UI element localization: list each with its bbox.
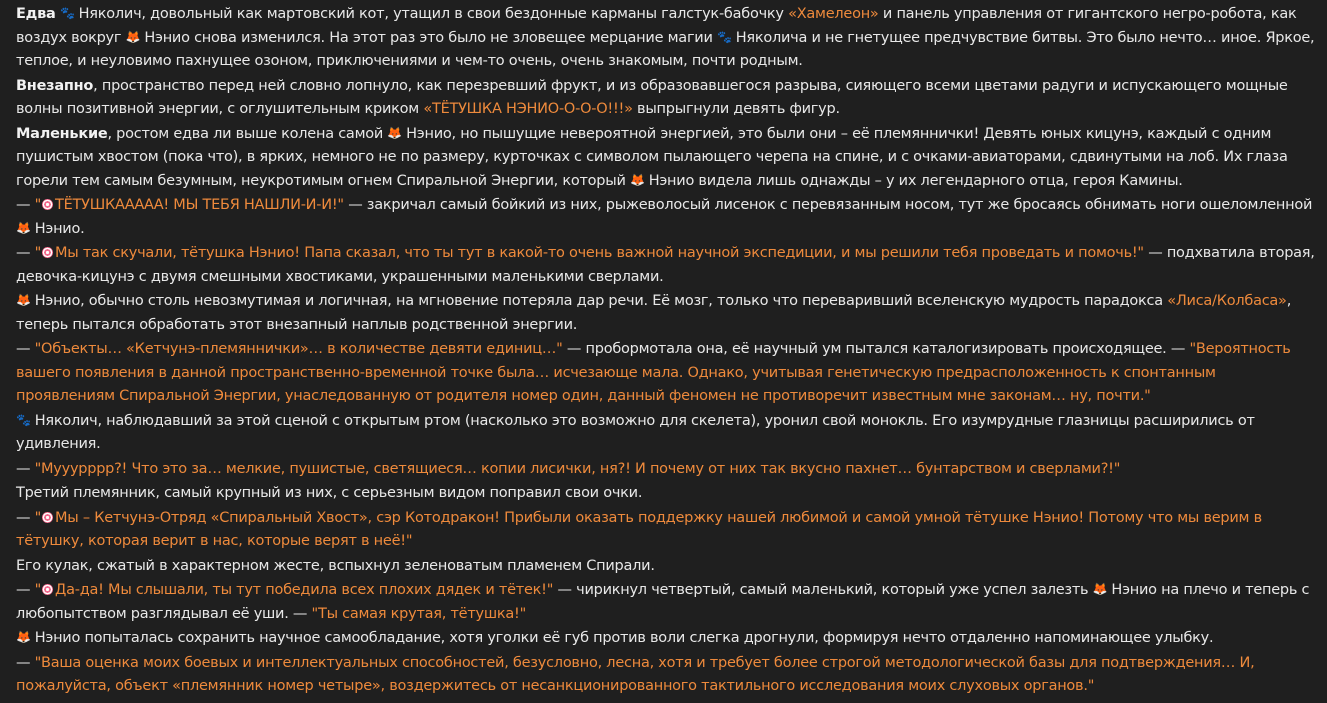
lollipop-icon bbox=[42, 512, 53, 523]
quote-text: " bbox=[34, 245, 42, 261]
paragraph bbox=[16, 555, 1317, 579]
quote-text: "Ты самая крутая, тётушка!" bbox=[311, 605, 526, 622]
paw-icon: 🐾 bbox=[717, 29, 732, 44]
paragraph bbox=[16, 410, 1317, 457]
text-run: — подхватила вторая, девочка-кицунэ с двумя смешными хвостиками, украшенными маленькими сверлами. bbox=[16, 245, 1315, 285]
text-run: Нэнио видела лишь однажды – у их легендарного отца, героя Камины. bbox=[648, 172, 1183, 189]
text-run: Нэнио, но пышущие невероятной энергией, это были они – её племяннички! Девять юных кицунэ, каждый с одним пушистым хвостом (пока что), в ярких, немного не по размеру, курточках с символом пылающего черепа на спине, и с очками-авиаторами, сдвинутыми на лоб. Их глаза горели тем самым безумным, неукротимым огнем Спиральной Энергии, который bbox=[16, 125, 1288, 189]
paragraph bbox=[16, 290, 1317, 337]
bold-text: Маленькие bbox=[16, 125, 108, 142]
bold-text: Внезапно bbox=[16, 77, 94, 94]
text-run: Третий племянник, самый крупный из них, с серьезным видом поправил свои очки. bbox=[16, 485, 643, 501]
text-run: — bbox=[16, 197, 35, 213]
quote-text: Да-да! Мы слышали, ты тут победила всех плохих дядек и тётек!" bbox=[55, 582, 554, 598]
quote-text: "Мууурррр?! Что это за… мелкие, пушистые, светящиеся… копии лисички, ня?! И почему от них так вкусно пахнет… бунтарством и сверлами?!" bbox=[34, 460, 1121, 477]
text-run: Нэнио, обычно столь невозмутимая и логичная, на мгновение потеряла дар речи. Её мозг, только что переваривший вселенскую мудрость парадокса bbox=[34, 293, 1168, 309]
fox-icon: 🦊 bbox=[387, 125, 403, 140]
quote-text: ТЁТУШКААААА! МЫ ТЕБЯ НАШЛИ-И-И!" bbox=[55, 197, 344, 213]
paragraph bbox=[16, 482, 1317, 506]
text-run: — bbox=[16, 460, 35, 477]
text-run: — закричал самый бойкий из них, рыжеволосый лисенок с перевязанным носом, тут же бросаясь обнимать ноги ошеломленной bbox=[343, 197, 1313, 213]
paragraph bbox=[16, 652, 1317, 699]
fox-icon: 🦊 bbox=[1092, 582, 1108, 596]
quote-text: «Лиса/Колбаса» bbox=[1167, 293, 1287, 309]
fox-icon: 🦊 bbox=[16, 220, 31, 235]
quote-text: " bbox=[34, 509, 42, 526]
paragraph bbox=[16, 3, 1317, 74]
text-run: Няколича и не гнетущее предчувствие битвы. Это было нечто… иное. Яркое, теплое, и неуловимо пахнущее озоном, приключениями и чем-то очень, очень знакомым, почти родным. bbox=[16, 29, 1315, 69]
quote-text: Мы – Кетчунэ-Отряд «Спиральный Хвост», сэр Котодракон! Прибыли оказать поддержку нашей любимой и самой умной тётушке Нэнио! Потому что мы верим в тётушку, которая верит в нас, которые верят в неё!" bbox=[16, 509, 1262, 549]
text-run: — bbox=[16, 582, 35, 598]
text-run: — bbox=[16, 654, 35, 671]
text-run: Нэнио на плечо и теперь с любопытством разглядывал её уши. — bbox=[16, 582, 1310, 622]
fox-icon: 🦊 bbox=[16, 293, 31, 307]
lollipop-icon bbox=[42, 199, 53, 210]
text-run: выпрыгнули девять фигур. bbox=[632, 101, 840, 117]
fox-icon: 🦊 bbox=[125, 29, 141, 44]
quote-text: " bbox=[34, 582, 42, 598]
text-run: — bbox=[16, 341, 35, 357]
quote-text: "Вероятность вашего появления в данной пространственно-временной точке была… исчезающе мала. Однако, учитывая генетическую предрасположенность к спонтанным проявлениям Спиральной Энергии, унаследованную от родителя номер один, данный феномен не противоречит известным мне законам… ну, почти." bbox=[16, 341, 1291, 404]
text-run: Няколич, наблюдавший за этой сценой с открытым ртом (насколько это возможно для скелета), уронил свой монокль. Его изумрудные глазницы расширились от удивления. bbox=[16, 412, 1255, 452]
paragraph bbox=[16, 627, 1317, 651]
text-run: Няколич, довольный как мартовский кот, утащил в свои бездонные карманы галстук-бабочку bbox=[78, 6, 789, 22]
paragraph bbox=[16, 338, 1317, 409]
text-run: Нэнио. bbox=[34, 220, 85, 237]
text-run: , ростом едва ли выше колена самой bbox=[107, 125, 388, 142]
bold-text: Едва bbox=[16, 6, 56, 22]
text-run: — чирикнул четвертый, самый маленький, который уже успел залезть bbox=[553, 582, 1093, 598]
paragraph bbox=[16, 242, 1317, 289]
paragraph bbox=[16, 579, 1317, 626]
fox-icon: 🦊 bbox=[16, 630, 31, 644]
quote-text: " bbox=[34, 197, 42, 213]
lollipop-icon bbox=[42, 584, 53, 595]
paragraph bbox=[16, 75, 1317, 122]
paragraph bbox=[16, 194, 1317, 241]
text-run: , теперь пытался обработать этот внезапный наплыв родственной энергии. bbox=[16, 293, 1292, 333]
paw-icon: 🐾 bbox=[16, 412, 31, 427]
text-run: Нэнио снова изменился. На этот раз это было не зловещее мерцание магии bbox=[144, 29, 718, 46]
text-run: , пространство перед ней словно лопнуло, как перезревший фрукт, и из образовавшегося разрыва, сияющего всеми цветами радуги и испускающего мощные волны позитивной энергии, с оглушительным криком bbox=[16, 77, 1288, 117]
lollipop-icon bbox=[42, 247, 53, 258]
text-run: — bbox=[16, 509, 35, 526]
text-run: — пробормотала она, её научный ум пытался каталогизировать происходящее. — bbox=[562, 341, 1190, 357]
quote-text: "Объекты… «Кетчунэ-племяннички»… в количестве девяти единиц…" bbox=[34, 341, 563, 357]
paragraph bbox=[16, 123, 1317, 194]
quote-text: Мы так скучали, тётушка Нэнио! Папа сказал, что ты тут в какой-то очень важной научной экспедиции, и мы решили тебя проведать и помочь!" bbox=[55, 245, 1144, 261]
quote-text: «Хамелеон» bbox=[788, 6, 879, 22]
quote-text: "Ваша оценка моих боевых и интеллектуальных способностей, безусловно, лесна, хотя и требует более строгой методологической базы для подтверждения… И, пожалуйста, объект «племянник номер четыре», воздержитесь от несанкционированного тактильного исследования моих слуховых органов." bbox=[16, 654, 1255, 694]
quote-text: «ТЁТУШКА НЭНИО-О-О-О!!!» bbox=[423, 101, 633, 117]
fox-icon: 🦊 bbox=[629, 172, 645, 187]
text-run: и панель управления от гигантского негро-робота, как воздух вокруг bbox=[16, 6, 1297, 46]
text-run: Его кулак, сжатый в характерном жесте, вспыхнул зеленоватым пламенем Спирали. bbox=[16, 557, 655, 574]
text-run: — bbox=[16, 245, 35, 261]
paw-icon: 🐾 bbox=[59, 6, 75, 20]
paragraph bbox=[16, 507, 1317, 554]
text-run: Нэнио попыталась сохранить научное самообладание, хотя уголки её губ против воли слегка дрогнули, формируя нечто отдаленно напоминающее улыбку. bbox=[34, 630, 1214, 646]
paragraph bbox=[16, 458, 1317, 482]
